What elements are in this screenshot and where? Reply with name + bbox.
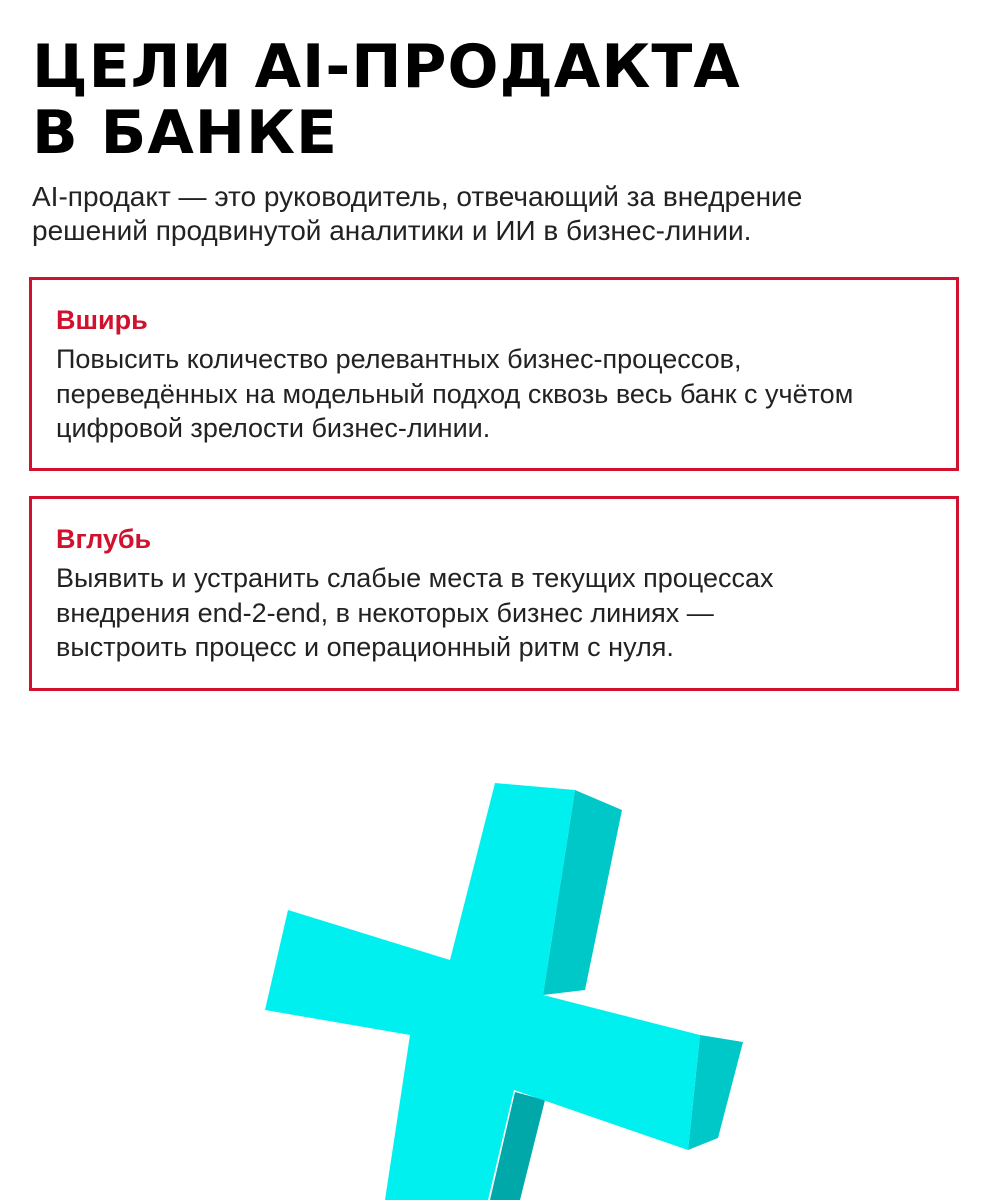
page-title-line-1: ЦЕЛИ AI-ПРОДАКТА — [32, 32, 741, 102]
goal-card-text — [56, 561, 946, 665]
goal-card-heading: Вширь — [56, 305, 148, 335]
intro-line-2: решений продвинутой аналитики и ИИ в бизнес-линии. — [32, 215, 752, 246]
goal-card-line: выстроить процесс и операционный ритм с нуля. — [56, 632, 674, 662]
plus-3d-icon — [0, 700, 1000, 1200]
goal-card-deep — [29, 496, 959, 691]
intro-paragraph — [32, 180, 932, 248]
page-title — [32, 34, 741, 166]
goal-card-line: цифровой зрелости бизнес-линии. — [56, 413, 491, 443]
goal-card-text — [56, 342, 946, 446]
plus-3d-icon-front — [265, 783, 700, 1200]
goal-card-line: Выявить и устранить слабые места в текущих процессах — [56, 563, 774, 593]
goal-card-wide — [29, 277, 959, 471]
goal-card-line: внедрения end-2-end, в некоторых бизнес линиях — — [56, 597, 714, 628]
intro-line-1: AI-продакт — это руководитель, отвечающий за внедрение — [32, 181, 803, 212]
page-title-line-2: В БАНКЕ — [32, 98, 339, 168]
goal-card-line: переведённых на модельный подход сквозь весь банк с учётом — [56, 378, 854, 409]
goal-card-heading: Вглубь — [56, 524, 152, 554]
goal-card-line: Повысить количество релевантных бизнес-процессов, — [56, 344, 742, 374]
